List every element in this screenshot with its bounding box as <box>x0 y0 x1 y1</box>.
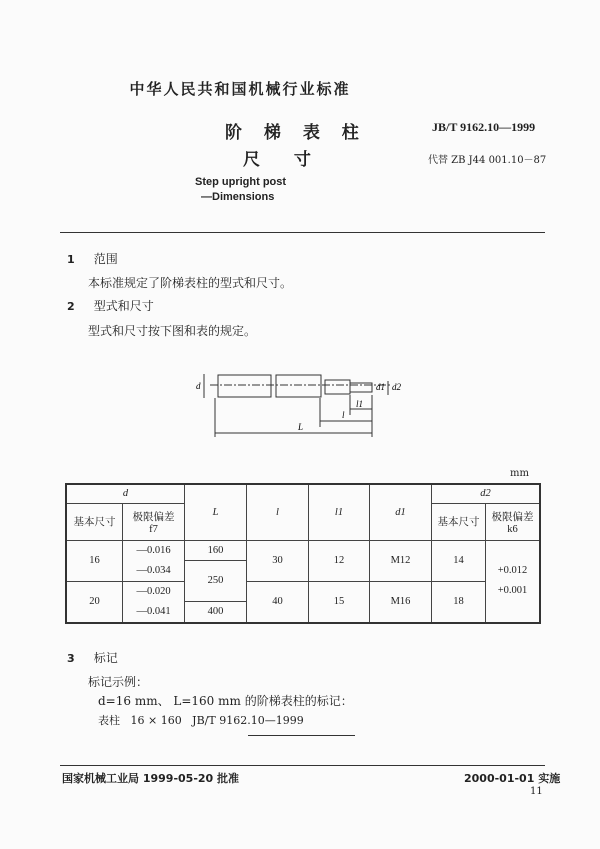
header-d2: d2 <box>432 484 541 503</box>
section-1-body: 本标准规定了阶梯表柱的型式和尺寸。 <box>88 276 293 290</box>
footer-rule <box>60 765 545 766</box>
cell-l: 40 <box>247 581 309 623</box>
cell-l1: 15 <box>309 581 370 623</box>
tol2-label: 极限偏差 <box>491 511 534 523</box>
effective-text: 2000-01-01 实施 <box>464 772 561 785</box>
example-label: 标记示例： <box>88 675 149 689</box>
standard-code: JB/T 9162.10—1999 <box>432 120 536 134</box>
title-cn-sub: 尺 寸 <box>243 150 325 170</box>
cell-d2: 14 <box>432 540 486 581</box>
label-d1: d1 <box>376 382 385 392</box>
cell-k6 <box>485 540 540 623</box>
cell-L: 400 <box>185 602 247 623</box>
table-row <box>66 581 540 602</box>
header-L: L <box>185 484 247 540</box>
label-L: L <box>298 422 304 432</box>
k6-low: +0.001 <box>497 585 528 596</box>
header-d1: d1 <box>370 484 432 540</box>
tol-up: —0.016 <box>136 544 171 556</box>
header-l: l <box>247 484 309 540</box>
tol-up: —0.020 <box>136 585 171 597</box>
title-en-sub: —Dimensions <box>201 191 275 203</box>
cell-d2: 18 <box>432 581 486 623</box>
title-en: Step upright post <box>195 176 287 188</box>
unit-label: mm <box>510 468 529 479</box>
header-basic: 基本尺寸 <box>66 503 123 540</box>
label-l1: l1 <box>356 399 364 409</box>
f7-label: f7 <box>149 523 158 535</box>
section-2-heading: 2 型式和尺寸 <box>67 299 154 313</box>
cell-L: 160 <box>185 540 247 560</box>
replaces-code: 代替 ZB J44 001.10－87 <box>428 155 547 166</box>
dimension-table <box>65 483 541 624</box>
header-basic2: 基本尺寸 <box>432 503 486 540</box>
cell-d1: M16 <box>370 581 432 623</box>
cell-tol <box>123 540 185 581</box>
cell-d: 20 <box>66 581 123 623</box>
org-standard-heading: 中华人民共和国机械行业标准 <box>129 80 351 98</box>
example-desc: d=16 mm、 L=160 mm 的阶梯表柱的标记： <box>98 694 353 708</box>
page-number: 11 <box>530 786 543 797</box>
k6-up: +0.012 <box>497 565 528 576</box>
label-d: d <box>196 381 201 391</box>
tol-label: 极限偏差 <box>132 511 175 523</box>
cell-l1: 12 <box>309 540 370 581</box>
cell-l: 30 <box>247 540 309 581</box>
end-rule <box>248 735 355 736</box>
label-l: l <box>342 410 345 420</box>
example-mark: 表柱 16 × 160 JB/T 9162.10—1999 <box>98 714 304 727</box>
cell-tol <box>123 581 185 623</box>
table-row <box>66 540 540 560</box>
section-3-heading: 3 标记 <box>67 651 118 665</box>
label-d2: d2 <box>392 382 401 392</box>
tol-low: —0.041 <box>136 605 171 617</box>
tol-low: —0.034 <box>136 564 171 576</box>
section-2-body: 型式和尺寸按下图和表的规定。 <box>88 324 257 338</box>
header-rule <box>60 232 545 233</box>
cell-L: 250 <box>185 560 247 602</box>
header-l1: l1 <box>309 484 370 540</box>
header-tol <box>123 503 185 540</box>
title-cn: 阶 梯 表 柱 <box>225 123 367 143</box>
cell-d: 16 <box>66 540 123 581</box>
header-tol2 <box>485 503 540 540</box>
cell-d1: M12 <box>370 540 432 581</box>
approval-text: 国家机械工业局 1999-05-20 批准 <box>62 772 240 785</box>
step-post-drawing <box>190 355 420 445</box>
section-1-heading: 1 范围 <box>67 252 118 266</box>
header-d: d <box>66 484 185 503</box>
k6-label: k6 <box>507 523 518 535</box>
